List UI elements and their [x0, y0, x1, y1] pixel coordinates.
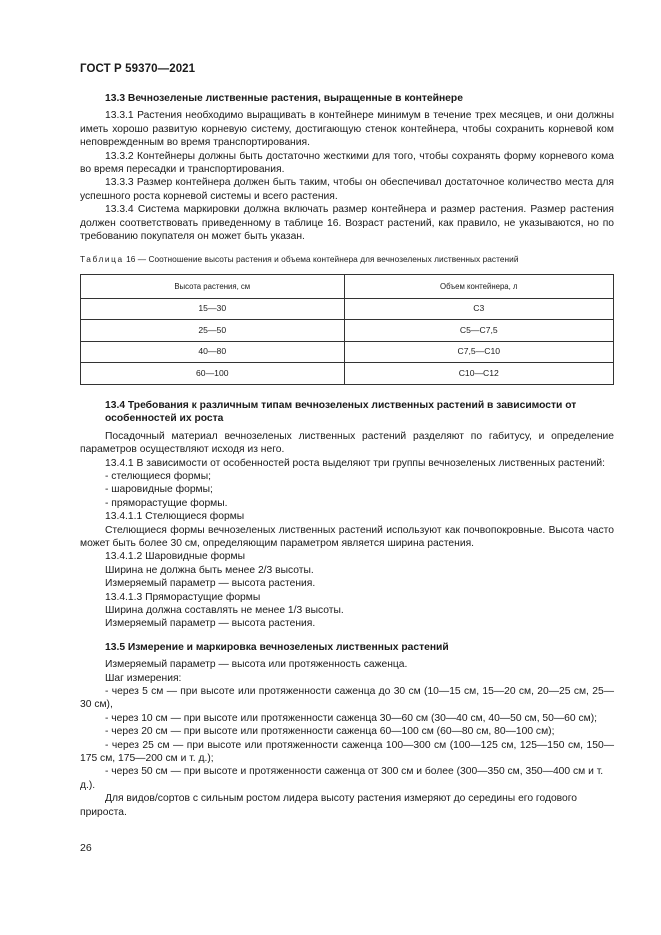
table-cell-height: 15—30 — [81, 298, 345, 320]
subsection-13-4-1-2-param: Измеряемый параметр — высота растения. — [105, 578, 316, 590]
subsection-13-4-1-3-title: 13.4.1.3 Пряморастущие формы — [105, 591, 261, 603]
list-item: - через 10 см — при высоте или протяженности саженца 30—60 см (30—40 см, 40—50 см, 50—60 см); — [105, 712, 597, 724]
list-item: - через 25 см — при высоте или протяженности саженца 100—300 см (100—125 см, 125—150 см, 150—175 см, 175—200 см и т. д.); — [80, 739, 614, 765]
table-cell-height: 60—100 — [81, 363, 345, 385]
paragraph-13-3-1: 13.3.1 Растения необходимо выращивать в контейнере минимум в течение трех месяцев, и они должны иметь хорошо развитую корневую систему, достигающую стенок контейнера, чтобы сохранить корневой ком неповрежденным во время транспортирования. — [80, 110, 614, 149]
paragraph-13-5-leader: Для видов/сортов с сильным ростом лидера высоту растения измеряют до середины его годового прироста. — [80, 793, 578, 818]
table-header-row — [81, 274, 614, 298]
section-13-3-title: 13.3 Вечнозеленые лиственные растения, выращенные в контейнере — [105, 93, 463, 104]
table-16 — [80, 274, 614, 385]
table-cell-volume: C10—C12 — [344, 363, 613, 385]
subsection-13-4-1-1-title: 13.4.1.1 Стелющиеся формы — [105, 511, 245, 523]
section-13-5-title: 13.5 Измерение и маркировка вечнозеленых лиственных растений — [105, 641, 449, 653]
table-cell-volume: C3 — [344, 298, 613, 320]
table-caption-label: Таблица — [80, 254, 124, 265]
table-cell-volume: C7,5—C10 — [344, 341, 613, 363]
subsection-13-4-1-3-param: Измеряемый параметр — высота растения. — [105, 618, 316, 630]
subsection-13-4-1-1-text: Стелющиеся формы вечнозеленых лиственных растений используют как почвопокровные. Высота часто может быть более 30 см, определяющим параметром является ширина растения. — [80, 524, 614, 549]
page-body — [80, 92, 614, 819]
table-cell-volume: C5—C7,5 — [344, 320, 613, 342]
table-cell-height: 40—80 — [81, 341, 345, 363]
section-13-4-title: 13.4 Требования к различным типам вечнозеленых лиственных растений в зависимости от особенностей их роста — [105, 399, 577, 425]
paragraph-13-5-step: Шаг измерения: — [105, 672, 182, 684]
page-number: 26 — [80, 842, 92, 854]
subsection-13-4-1-2-title: 13.4.1.2 Шаровидные формы — [105, 551, 246, 563]
subsection-13-4-1-2-text: Ширина не должна быть менее 2/3 высоты. — [105, 564, 314, 576]
document-header: ГОСТ Р 59370—2021 — [80, 63, 196, 75]
table-16-caption — [80, 253, 614, 266]
table-row — [81, 363, 614, 385]
subsection-13-4-1-3-text: Ширина должна составлять не менее 1/3 высоты. — [105, 604, 344, 616]
column-header-height: Высота растения, см — [81, 274, 345, 298]
list-item: - через 20 см — при высоте или протяженности саженца 60—100 см (60—80 см, 80—100 см); — [105, 726, 555, 738]
table-row — [81, 320, 614, 342]
paragraph-13-4-intro: Посадочный материал вечнозеленых лиственных растений разделяют по габитусу, и определение параметров осуществляют исходя из него. — [80, 430, 614, 456]
table-caption-text: 16 — Соотношение высоты растения и объема контейнера для вечнозеленых лиственных растений — [126, 254, 519, 265]
list-item: - пряморастущие формы. — [105, 497, 228, 509]
paragraph-13-5-param: Измеряемый параметр — высота или протяженность саженца. — [105, 659, 408, 671]
list-item: - шаровидные формы; — [105, 484, 213, 496]
paragraph-13-3-3: 13.3.3 Размер контейнера должен быть таким, чтобы он обеспечивал достаточное количество места для успешного роста корневой системы и всего растения. — [80, 177, 614, 202]
list-item: - через 5 см — при высоте или протяженности саженца до 30 см (10—15 см, 15—20 см, 20—25 см, 25—30 см), — [80, 686, 614, 711]
list-item: - через 50 см — при высоте и протяженности саженца от 300 см и более (300—350 см, 350—400 см и т. д.). — [80, 766, 604, 791]
column-header-volume: Объем контейнера, л — [344, 274, 613, 298]
table-row — [81, 298, 614, 320]
paragraph-13-3-4: 13.3.4 Система маркировки должна включать размер контейнера и размер растения. Размер растения должен соответствовать приведенному в таблице 16. Возраст растений, как правило, не указываются, но по требованию покупателя он может быть указан. — [80, 204, 614, 243]
paragraph-13-3-2: 13.3.2 Контейнеры должны быть достаточно жесткими для того, чтобы сохранять форму корневого кома во время пересадки и транспортирования. — [80, 150, 614, 176]
table-row — [81, 341, 614, 363]
table-cell-height: 25—50 — [81, 320, 345, 342]
paragraph-13-4-1: 13.4.1 В зависимости от особенностей роста выделяют три группы вечнозеленых лиственных растений: — [105, 457, 605, 469]
list-item: - стелющиеся формы; — [105, 470, 211, 482]
